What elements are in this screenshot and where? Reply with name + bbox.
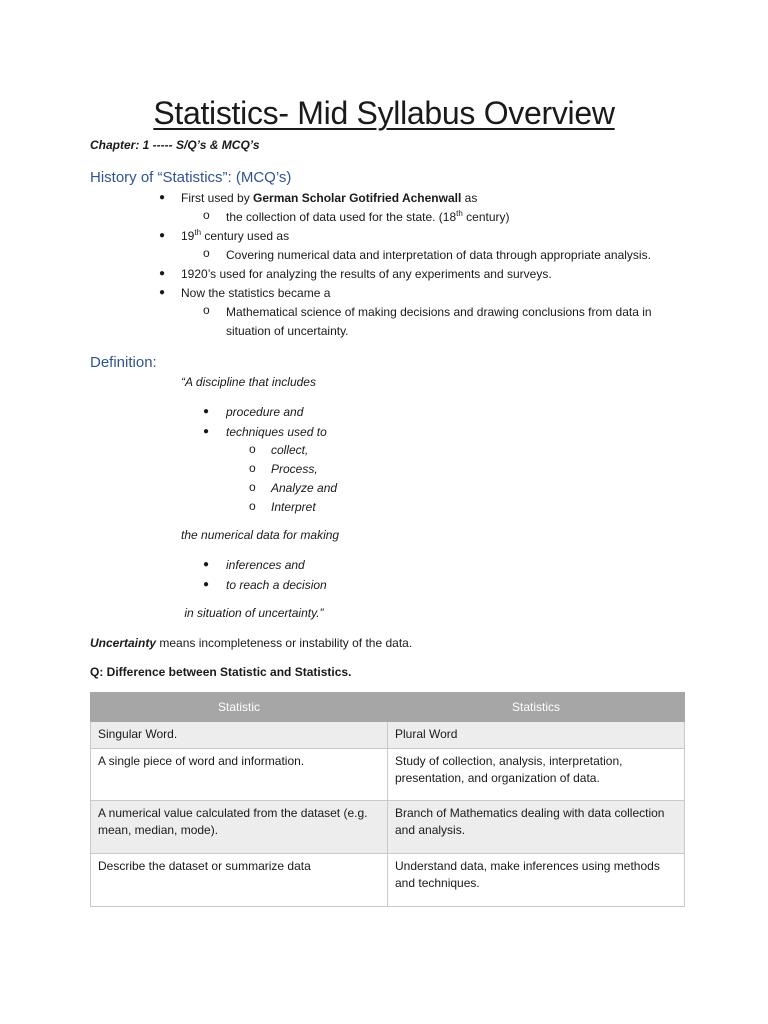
uncertainty-text: means incompleteness or instability of the data. bbox=[156, 636, 413, 650]
table-cell: Describe the dataset or summarize data bbox=[91, 854, 388, 907]
bullet-icon: ● bbox=[203, 406, 210, 417]
definition-sub-3: Analyze and bbox=[271, 481, 338, 495]
history-item-3: 1920’s used for analyzing the results of any experiments and surveys. bbox=[181, 267, 552, 281]
circle-bullet-icon: o bbox=[249, 480, 256, 494]
chapter-label: Chapter: 1 ----- S/Q’s & MCQ’s bbox=[90, 138, 260, 152]
history-item-1-tail: as bbox=[461, 191, 478, 205]
table-cell: Branch of Mathematics dealing with data collection and analysis. bbox=[388, 801, 685, 854]
history-item-1-sub-text: the collection of data used for the state. (18 bbox=[226, 210, 457, 224]
column-header-statistic: Statistic bbox=[91, 693, 388, 722]
comparison-table bbox=[90, 692, 685, 907]
circle-bullet-icon: o bbox=[249, 442, 256, 456]
circle-bullet-icon: o bbox=[203, 246, 210, 260]
table-row bbox=[91, 801, 685, 854]
superscript: th bbox=[456, 209, 463, 218]
history-item-1-text: First used by bbox=[181, 191, 254, 205]
definition-sub-4: Interpret bbox=[271, 500, 316, 514]
definition-sub-2: Process, bbox=[271, 462, 318, 476]
definition-bullet-3: inferences and bbox=[226, 558, 305, 572]
history-item-2-sub: Covering numerical data and interpretation of data through appropriate analysis. bbox=[226, 248, 651, 262]
history-heading: History of “Statistics”: (MCQ’s) bbox=[90, 169, 292, 186]
circle-bullet-icon: o bbox=[203, 208, 210, 222]
table-row bbox=[91, 722, 685, 749]
uncertainty-term: Uncertainty bbox=[90, 636, 157, 650]
column-header-statistics: Statistics bbox=[388, 693, 685, 722]
history-item-1-sub bbox=[226, 210, 510, 224]
history-item-2-text: century used as bbox=[201, 229, 290, 243]
bullet-icon: ● bbox=[203, 579, 210, 590]
circle-bullet-icon: o bbox=[249, 499, 256, 513]
circle-bullet-icon: o bbox=[249, 461, 256, 475]
history-item-1-sub-tail: century) bbox=[462, 210, 510, 224]
uncertainty-line bbox=[90, 636, 412, 650]
table-row bbox=[91, 749, 685, 801]
bullet-icon: ● bbox=[159, 192, 166, 203]
bullet-icon: ● bbox=[203, 559, 210, 570]
history-item-2-num: 19 bbox=[181, 229, 195, 243]
bullet-icon: ● bbox=[203, 426, 210, 437]
definition-bullet-4: to reach a decision bbox=[226, 578, 327, 592]
bullet-icon: ● bbox=[159, 287, 166, 298]
question-heading: Q: Difference between Statistic and Statistics. bbox=[90, 665, 352, 679]
superscript: th bbox=[194, 228, 202, 237]
table-cell: Singular Word. bbox=[91, 722, 388, 749]
definition-middle: the numerical data for making bbox=[181, 528, 340, 542]
bullet-icon: ● bbox=[159, 268, 166, 279]
definition-end: in situation of uncertainty.” bbox=[181, 606, 324, 620]
history-item-4-sub-line2: situation of uncertainty. bbox=[226, 324, 349, 338]
table-cell: A single piece of word and information. bbox=[91, 749, 388, 801]
table-header-row bbox=[91, 693, 685, 722]
achenwall-name: German Scholar Gotifried Achenwall bbox=[253, 191, 462, 205]
table-cell: Plural Word bbox=[388, 722, 685, 749]
bullet-icon: ● bbox=[159, 230, 166, 241]
history-item-4-sub-line1: Mathematical science of making decisions and drawing conclusions from data in bbox=[226, 305, 652, 319]
history-item-2 bbox=[181, 229, 289, 243]
definition-bullet-2: techniques used to bbox=[226, 425, 327, 439]
history-item-4: Now the statistics became a bbox=[181, 286, 331, 300]
definition-sub-1: collect, bbox=[271, 443, 309, 457]
definition-heading: Definition: bbox=[90, 354, 157, 371]
table-cell: Study of collection, analysis, interpretation, presentation, and organization of data. bbox=[388, 749, 685, 801]
history-item-1 bbox=[181, 191, 477, 205]
table-cell: A numerical value calculated from the dataset (e.g. mean, median, mode). bbox=[91, 801, 388, 854]
table-cell: Understand data, make inferences using methods and techniques. bbox=[388, 854, 685, 907]
definition-bullet-1: procedure and bbox=[226, 405, 304, 419]
circle-bullet-icon: o bbox=[203, 303, 210, 317]
definition-intro: “A discipline that includes bbox=[181, 375, 316, 389]
table-row bbox=[91, 854, 685, 907]
document-title: Statistics- Mid Syllabus Overview bbox=[153, 95, 615, 131]
